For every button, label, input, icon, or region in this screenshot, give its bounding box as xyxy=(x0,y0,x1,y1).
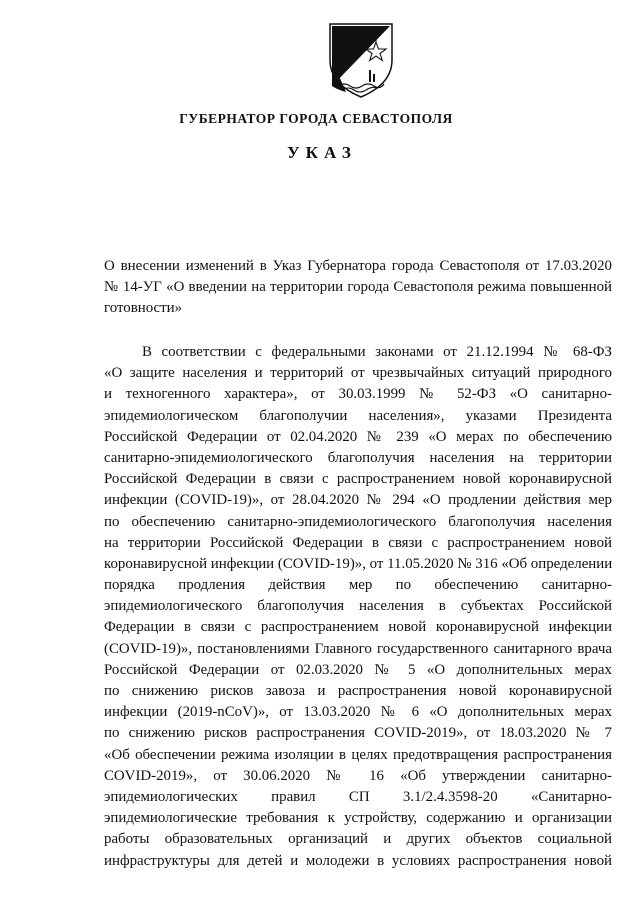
body-line: инфраструктуры для детей и молодежи в условиях распространения новой xyxy=(104,852,612,869)
body-line: по снижению рисков распространения COVID-2019», от 18.03.2020 № 7 xyxy=(104,725,612,742)
body-line: Федерации в связи с распространением новой коронавирусной инфекции xyxy=(104,619,612,636)
body-line: порядка продления действия мер по обеспечению санитарно- xyxy=(104,577,612,594)
body-line: эпидемиологических правил СП 3.1/2.4.3598-20 «Санитарно- xyxy=(104,788,612,805)
body-line: и техногенного характера», от 30.03.1999 № 52-ФЗ «О санитарно- xyxy=(104,386,612,403)
body-line: санитарно-эпидемиологического благополучия населения на территории xyxy=(104,449,612,466)
body-line: В соответствии с федеральными законами от 21.12.1994 № 68-ФЗ xyxy=(142,344,612,360)
body-line: COVID-2019», от 30.06.2020 № 16 «Об утверждении санитарно- xyxy=(104,767,612,784)
body-line: эпидемиологическом благополучии населения», указами Президента xyxy=(104,407,612,424)
body-line: по обеспечению санитарно-эпидемиологического благополучия населения xyxy=(104,513,612,530)
body-line: Российской Федерации от 02.03.2020 № 5 «О дополнительных мерах xyxy=(104,661,612,678)
decree-subject xyxy=(104,256,612,320)
coat-of-arms-emblem xyxy=(324,20,398,100)
body-line: инфекции (COVID-19)», от 28.04.2020 № 294 «О продлении действия мер xyxy=(104,492,612,509)
issuer-title: ГУБЕРНАТОР ГОРОДА СЕВАСТОПОЛЯ xyxy=(179,111,453,126)
body-line: «О защите населения и территорий от чрезвычайных ситуаций природного xyxy=(104,365,612,382)
body-line: на территории Российской Федерации в связи с распространением новой xyxy=(104,534,612,551)
document-type: УКАЗ xyxy=(287,143,357,162)
body-line: Российской Федерации в связи с распространением новой коронавирусной xyxy=(104,471,612,488)
subject-line: готовности» xyxy=(104,300,183,317)
body-line: по снижению рисков завоза и распространения новой коронавирусной xyxy=(104,683,612,699)
body-line: (COVID-19)», постановлениями Главного государственного санитарного врача xyxy=(104,640,612,657)
subject-line: О внесении изменений в Указ Губернатора города Севастополя от 17.03.2020 xyxy=(104,258,612,274)
body-line: работы образовательных организаций и других объектов социальной xyxy=(104,831,612,848)
body-line: эпидемиологические требования к устройству, содержанию и организации xyxy=(104,810,612,827)
body-line: коронавирусной инфекции (COVID-19)», от 11.05.2020 № 316 «Об определении xyxy=(104,555,613,572)
body-line: «Об обеспечении режима изоляции в целях предотвращения распространения xyxy=(104,746,612,763)
subject-line: № 14-УГ «О введении на территории города Севастополя режима повышенной xyxy=(104,279,612,296)
body-line: эпидемиологического благополучия населения в субъектах Российской xyxy=(104,598,612,615)
decree-body xyxy=(104,342,612,872)
body-line: Российской Федерации от 02.04.2020 № 239 «О мерах по обеспечению xyxy=(104,428,612,445)
body-line: инфекции (2019-nCoV)», от 13.03.2020 № 6 «О дополнительных мерах xyxy=(104,704,612,721)
